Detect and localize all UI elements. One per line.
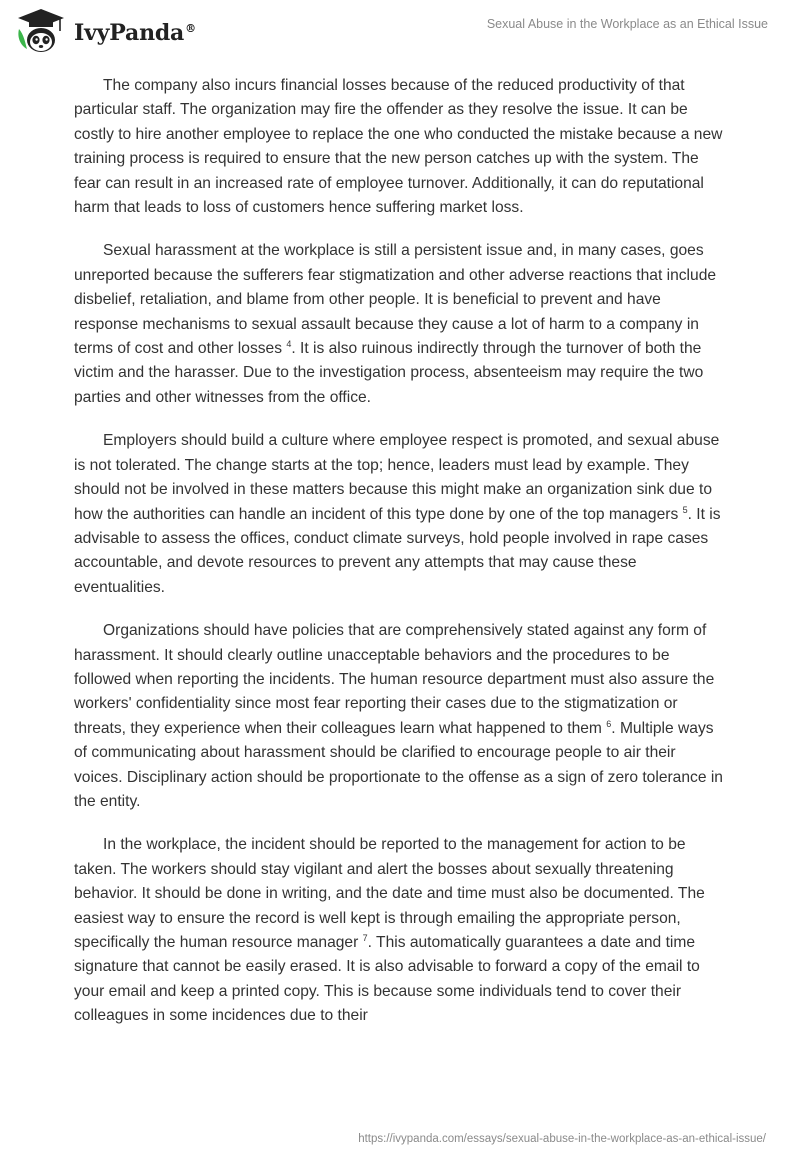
paragraph-5: In the workplace, the incident should be reported to the management for action to be taken. The workers should stay vigilant and alert the bosses about sexually threatening behavior. It should be done in writing, and the date and time must also be documented. The easiest way to ensure the record is well kept is through emailing the appropriate person, specifically the human resource manager $^7$. This automatically guarantees a date and time signature that cannot be easily erased. It is also advisable to forward a copy of the email to your email and keep a printed copy. This is because some individuals tend to cover their colleagues in some incidences due to their [74,836,705,1025]
paragraph-3: Employers should build a culture where employee respect is promoted, and sexual abuse is not tolerated. The change starts at the top; hence, leaders must lead by example. They should not be involved in these matters because this might make an organization sink due to how the authorities can handle an incident of this type done by one of the top managers $^5$. It is advisable to assess the offices, conduct climate surveys, hold people involved in rape cases accountable, and devote resources to prevent any attempts that may cause these eventualities. [74,432,721,596]
page-header [0,0,800,62]
brand-name: IvyPanda® [74,20,196,46]
essay-body [74,74,726,1048]
ivypanda-logo[interactable] [14,7,196,55]
footnote-ref-5[interactable]: 5 [682,504,688,515]
panda-graduate-icon [14,7,68,55]
document-title: Sexual Abuse in the Workplace as an Ethical Issue [486,17,768,31]
paragraph-1: The company also incurs financial losses because of the reduced productivity of that particular staff. The organization may fire the offender as they resolve the issue. It can be costly to hire another employee to replace the one who conducted the mistake because a new training process is required to ensure that the new person catches up with the system. The fear can result in an increased rate of employee turnover. Additionally, it can do reputational harm that leads to loss of customers hence suffering market loss. [74,77,723,217]
paragraph-4: Organizations should have policies that are comprehensively stated against any form of harassment. It should clearly outline unacceptable behaviors and the procedures to be followed when reporting the incidents. The human resource department must also assure the workers' confidentiality since most fear reporting their cases due to the stigmatization or threats, they experience when their colleagues learn what happened to them $^6$. Multiple ways of communicating about harassment should be clarified to encourage people to air their voices. Disciplinary action should be proportionate to the offense as a sign of zero tolerance in the entity. [74,622,723,810]
source-url[interactable]: https://ivypanda.com/essays/sexual-abuse-in-the-workplace-as-an-ethical-issue/ [358,1133,766,1145]
footnote-ref-7[interactable]: 7 [362,933,368,943]
paragraph-2: Sexual harassment at the workplace is still a persistent issue and, in many cases, goes unreported because the sufferers fear stigmatization and other adverse reactions that include disbelief, retaliation, and blame from other people. It is beneficial to prevent and have response mechanisms to sexual assault because they cause a lot of harm to a company in terms of cost and other losses $^4$. It is also ruinous indirectly through the turnover of both the victim and the harasser. Due to the investigation process, absenteeism may require the two parties and other witnesses from the office. [74,242,717,406]
footnote-ref-6[interactable]: 6 [606,718,612,729]
registered-mark: ® [185,21,196,35]
footnote-ref-4[interactable]: 4 [286,339,292,350]
